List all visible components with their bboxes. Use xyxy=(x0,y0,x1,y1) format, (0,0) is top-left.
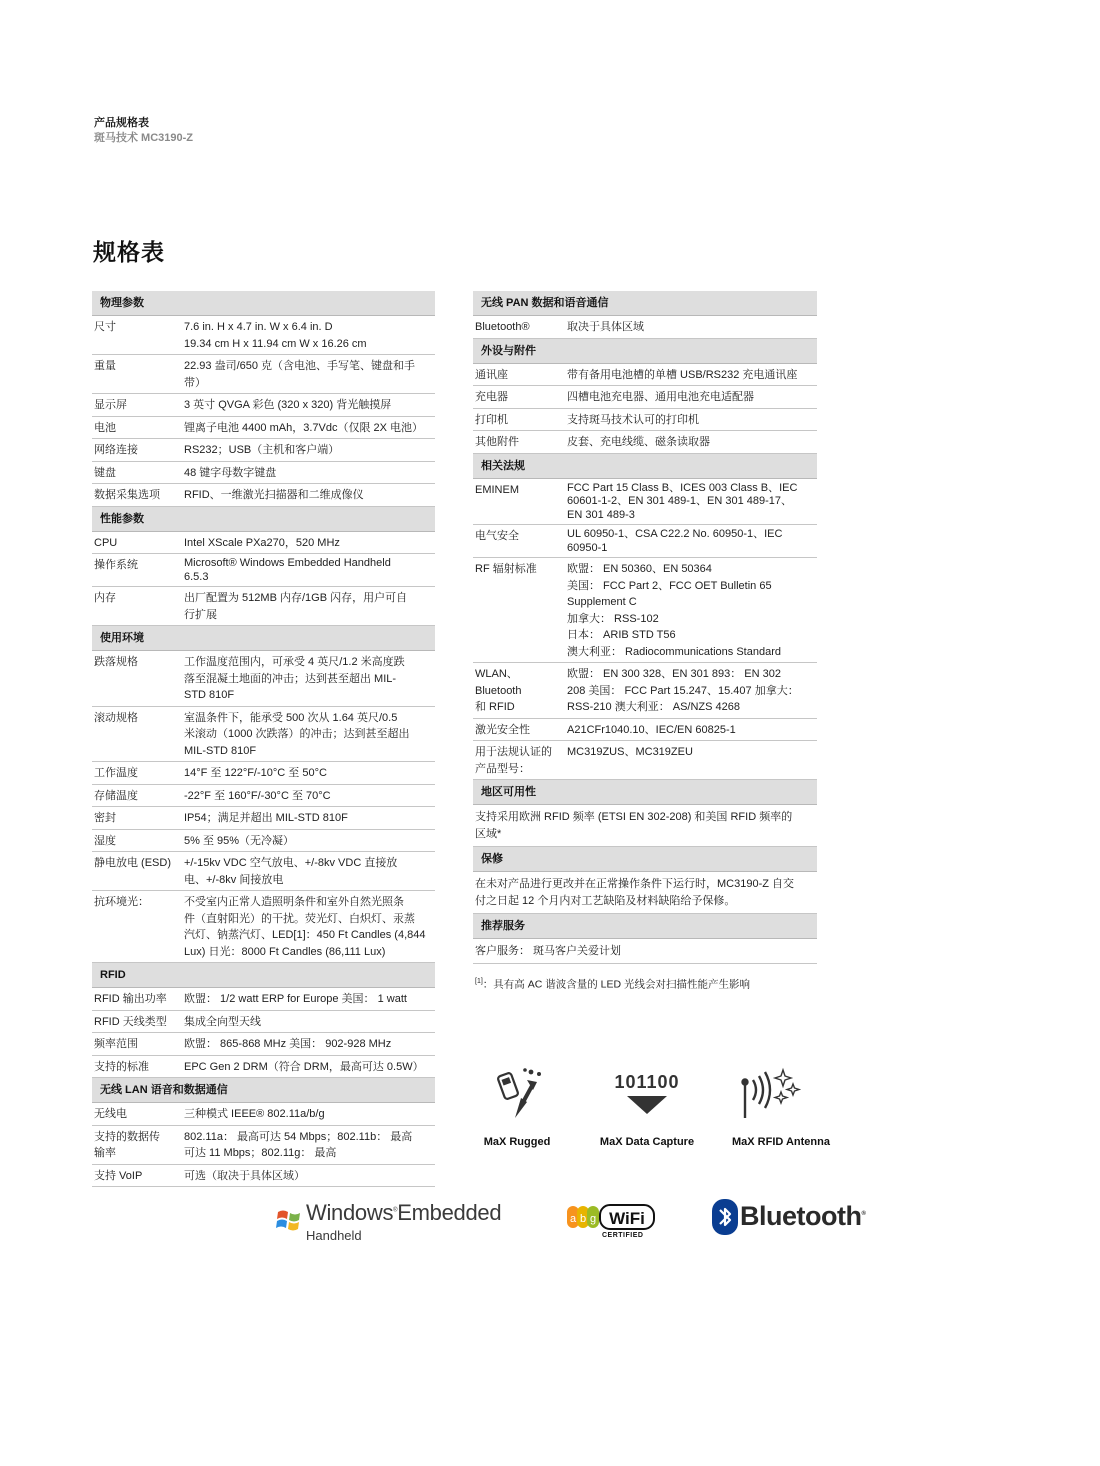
doc-type: 产品规格表 xyxy=(94,117,149,129)
spec-value: 室温条件下，能承受 500 次从 1.64 英尺/0.5 米滚动（1000 次跌落）的冲击；达到甚至超出 MIL-STD 810F xyxy=(184,711,410,757)
max-data-capture-label: MaX Data Capture xyxy=(599,1136,695,1148)
spec-key: 滚动规格 xyxy=(94,711,138,724)
rfid-antenna-icon xyxy=(721,1064,841,1128)
windows-logo-line1: Windows®Embedded xyxy=(306,1200,502,1225)
section-heading: 相关法规 xyxy=(473,454,817,479)
spec-value: 集成全向型天线 xyxy=(184,1015,261,1028)
spec-key: EMINEM xyxy=(475,483,519,496)
spec-row xyxy=(92,439,435,462)
spec-row xyxy=(92,762,435,785)
spec-key: 用于法规认证的 产品型号： xyxy=(475,746,552,775)
spec-value: 皮套、充电线缆、磁条读取器 xyxy=(567,436,710,448)
spec-row xyxy=(473,558,817,663)
spec-key: 内存 xyxy=(94,592,116,604)
spec-row xyxy=(473,719,817,742)
spec-key: 跌落规格 xyxy=(94,656,138,668)
section-heading: RFID xyxy=(92,963,435,988)
spec-value: 22.93 盎司/650 克（含电池、手写笔、键盘和手带） xyxy=(184,360,416,389)
spec-row xyxy=(92,807,435,830)
section-heading: 地区可用性 xyxy=(473,780,817,805)
spec-value: MC319ZUS、MC319ZEU xyxy=(567,746,693,758)
spec-key: 支持的标准 xyxy=(94,1060,149,1073)
spec-key: 电池 xyxy=(94,421,116,434)
spec-value: 802.11a： 最高可达 54 Mbps；802.11b： 最高 可达 11 Mbps；802.11g： 最高 xyxy=(184,1130,413,1159)
spec-value: 带有备用电池槽的单槽 USB/RS232 充电通讯座 xyxy=(567,368,798,381)
spec-value: 14°F 至 122°F/-10°C 至 50°C xyxy=(184,767,327,779)
footnote-text: ：具有高 AC 谐波含量的 LED 光线会对扫描性能产生影响 xyxy=(482,978,750,991)
spec-key: CPU xyxy=(94,536,118,549)
wifi-letter-b: b xyxy=(579,1213,587,1225)
spec-key: Bluetooth® xyxy=(475,321,530,333)
spec-key: WLAN、 Bluetooth 和 RFID xyxy=(475,668,522,713)
spec-row xyxy=(92,316,435,355)
spec-row xyxy=(473,525,817,558)
spec-key: 无线电 xyxy=(94,1108,127,1120)
section-body: 客户服务： 斑马客户关爱计划 xyxy=(473,939,817,964)
doc-header xyxy=(94,116,193,146)
max-rugged-label: MaX Rugged xyxy=(483,1136,551,1148)
spec-row xyxy=(473,386,817,409)
spec-key: 频率范围 xyxy=(94,1038,138,1050)
spec-value: 7.6 in. H x 4.7 in. W x 6.4 in. D 19.34 cm H x 11.94 cm W x 16.26 cm xyxy=(184,321,367,350)
footnote-mark: [1] xyxy=(475,978,483,985)
bluetooth-icon xyxy=(712,1199,738,1235)
spec-value: 出厂配置为 512MB 内存/1GB 闪存，用户可自 行扩展 xyxy=(184,592,408,621)
max-rfid-antenna xyxy=(721,1064,841,1148)
spec-value: Microsoft® Windows Embedded Handheld 6.5.3 xyxy=(184,557,391,583)
spec-key: RF 辐射标准 xyxy=(475,563,537,575)
spec-value: 48 键字母数字键盘 xyxy=(184,466,277,479)
spec-row xyxy=(92,1011,435,1034)
spec-row xyxy=(92,707,435,763)
rugged-handheld-icon xyxy=(457,1064,577,1128)
spec-key: RFID 天线类型 xyxy=(94,1015,167,1028)
spec-row xyxy=(92,355,435,394)
spec-key: 其他附件 xyxy=(475,436,519,448)
spec-key: 密封 xyxy=(94,812,116,824)
spec-key: 电气安全 xyxy=(475,530,519,542)
spec-row xyxy=(92,830,435,853)
spec-row xyxy=(92,1033,435,1056)
wifi-letter-a: a xyxy=(569,1213,577,1225)
spec-row xyxy=(473,431,817,454)
spec-key: 充电器 xyxy=(475,391,508,403)
section-body: 支持采用欧洲 RFID 频率 (ETSI EN 302-208) 和美国 RFID 频率的 区域* xyxy=(473,805,817,847)
spec-value: RFID、一维激光扫描器和二维成像仪 xyxy=(184,489,364,501)
spec-value: 三种模式 IEEE® 802.11a/b/g xyxy=(184,1108,325,1120)
spec-row xyxy=(92,587,435,626)
spec-row xyxy=(473,663,817,719)
max-rugged xyxy=(457,1064,577,1148)
spec-row xyxy=(473,364,817,387)
spec-key: 支持 VoIP xyxy=(94,1169,143,1182)
section-heading: 外设与附件 xyxy=(473,339,817,364)
spec-key: 网络连接 xyxy=(94,444,138,456)
spec-key: RFID 输出功率 xyxy=(94,993,167,1005)
spec-row xyxy=(92,852,435,891)
spec-key: 键盘 xyxy=(94,466,116,479)
spec-row xyxy=(473,479,817,526)
spec-value: 欧盟： EN 50360、EN 50364 美国： FCC Part 2、FCC OET Bulletin 65 Supplement C 加拿大： RSS-102 日本： ARIB STD T56 澳大利亚： Radiocommunications Standard xyxy=(567,563,781,658)
data-capture-icon xyxy=(587,1064,707,1128)
spec-row xyxy=(92,1056,435,1079)
spec-key: 抗环境光： xyxy=(94,896,149,908)
spec-key: 支持的数据传 输率 xyxy=(94,1130,160,1159)
page-title: 规格表 xyxy=(93,239,165,265)
spec-key: 湿度 xyxy=(94,834,116,847)
wifi-letter-g: g xyxy=(589,1213,597,1225)
spec-value: UL 60950-1、CSA C22.2 No. 60950-1、IEC 60950-1 xyxy=(567,528,783,554)
spec-key: 打印机 xyxy=(475,413,508,426)
right-spec-column xyxy=(473,291,817,993)
spec-value: 3 英寸 QVGA 彩色 (320 x 320) 背光触摸屏 xyxy=(184,399,392,411)
spec-value: RS232；USB（主机和客户端） xyxy=(184,444,340,456)
spec-value: Intel XScale PXa270，520 MHz xyxy=(184,536,340,549)
section-heading: 性能参数 xyxy=(92,507,435,532)
spec-key: 静电放电 (ESD) xyxy=(94,857,171,869)
wifi-cert-text: CERTIFIED xyxy=(602,1232,644,1239)
spec-row xyxy=(92,532,435,555)
spec-value: 锂离子电池 4400 mAh，3.7Vdc（仅限 2X 电池） xyxy=(184,421,424,434)
spec-value: 欧盟： 1/2 watt ERP for Europe 美国： 1 watt xyxy=(184,993,407,1005)
section-heading: 无线 LAN 语音和数据通信 xyxy=(92,1078,435,1103)
spec-row xyxy=(92,1103,435,1126)
spec-value: FCC Part 15 Class B、ICES 003 Class B、IEC 60601-1-2、EN 301 489-1、EN 301 489-17、 EN 301 489-3 xyxy=(567,481,798,521)
spec-key: 操作系统 xyxy=(94,559,138,571)
spec-row xyxy=(92,651,435,707)
spec-row xyxy=(473,409,817,432)
spec-value: 5% 至 95%（无冷凝） xyxy=(184,834,295,847)
spec-value: +/-15kv VDC 空气放电、+/-8kv VDC 直接放 电、+/-8kv 间接放电 xyxy=(184,857,398,886)
spec-row xyxy=(92,1126,435,1165)
spec-key: 尺寸 xyxy=(94,321,116,333)
bluetooth-logo xyxy=(712,1199,866,1240)
spec-value: 不受室内正常人造照明条件和室外自然光照条 件（直射阳光）的干扰。荧光灯、白炽灯、汞蒸 汽灯、钠蒸汽灯、LED[1]：450 Ft Candles (4,844 Lux) 日光：8000 Ft Candles (86,111 Lux) xyxy=(184,896,426,958)
spec-value: 四槽电池充电器、通用电池充电适配器 xyxy=(567,391,754,403)
spec-value: 可选（取决于具体区域） xyxy=(184,1169,305,1182)
spec-key: 重量 xyxy=(94,360,116,372)
wifi-name: WiFi xyxy=(609,1209,645,1228)
spec-key: 存储温度 xyxy=(94,789,138,802)
spec-key: 数据采集选项 xyxy=(94,489,160,501)
max-rfid-label: MaX RFID Antenna xyxy=(732,1136,830,1148)
spec-value: 工作温度范围内，可承受 4 英尺/1.2 米高度跌 落至混凝土地面的冲击；达到甚至超出 MIL- STD 810F xyxy=(184,656,405,701)
spec-value: 取决于具体区域 xyxy=(567,321,644,333)
spec-row xyxy=(92,484,435,507)
feature-icons xyxy=(473,1064,853,1160)
spec-row xyxy=(92,785,435,808)
spec-value: 欧盟： 865-868 MHz 美国： 902-928 MHz xyxy=(184,1038,392,1050)
spec-value: EPC Gen 2 DRM（符合 DRM，最高可达 0.5W） xyxy=(184,1060,424,1073)
left-spec-column xyxy=(92,291,435,1187)
spec-key: 激光安全性 xyxy=(475,723,530,736)
spec-value: A21CFr1040.10、IEC/EN 60825-1 xyxy=(567,723,736,736)
spec-row xyxy=(92,417,435,440)
spec-key: 显示屏 xyxy=(94,399,127,411)
section-heading: 推荐服务 xyxy=(473,914,817,939)
bluetooth-wordmark: Bluetooth® xyxy=(740,1201,866,1231)
section-heading: 无线 PAN 数据和语音通信 xyxy=(473,291,817,316)
spec-row xyxy=(92,1165,435,1188)
wifi-certified-logo xyxy=(566,1202,656,1242)
wifi-badge-icon xyxy=(566,1202,656,1234)
product-name: 斑马技术 MC3190-Z xyxy=(94,132,194,144)
section-heading: 保修 xyxy=(473,847,817,872)
spec-row xyxy=(473,316,817,339)
windows-flag-icon xyxy=(276,1206,304,1234)
spec-value: 欧盟： EN 300 328、EN 301 893： EN 302 208 美国： FCC Part 15.247、15.407 加拿大： RSS-210 澳大利亚： AS/NZS 4268 xyxy=(567,668,799,713)
spec-row xyxy=(92,394,435,417)
section-heading: 使用环境 xyxy=(92,626,435,651)
spec-value: -22°F 至 160°F/-30°C 至 70°C xyxy=(184,789,331,802)
spec-row xyxy=(92,462,435,485)
section-heading: 物理参数 xyxy=(92,291,435,316)
spec-value: 支持斑马技术认可的打印机 xyxy=(567,413,699,426)
partner-logos xyxy=(0,1196,1100,1256)
spec-row xyxy=(473,741,817,780)
spec-key: 工作温度 xyxy=(94,767,138,779)
section-body: 在未对产品进行更改并在正常操作条件下运行时，MC3190-Z 自交 付之日起 12 个月内对工艺缺陷及材料缺陷给予保修。 xyxy=(473,872,817,914)
spec-row xyxy=(92,891,435,963)
spec-value: IP54；满足并超出 MIL-STD 810F xyxy=(184,812,348,824)
spec-key: 通讯座 xyxy=(475,368,508,381)
spec-row xyxy=(92,988,435,1011)
spec-row xyxy=(92,554,435,587)
data-capture-number: 101100 xyxy=(614,1072,680,1092)
footnote xyxy=(473,964,817,993)
windows-logo-line2: Handheld xyxy=(306,1228,362,1243)
